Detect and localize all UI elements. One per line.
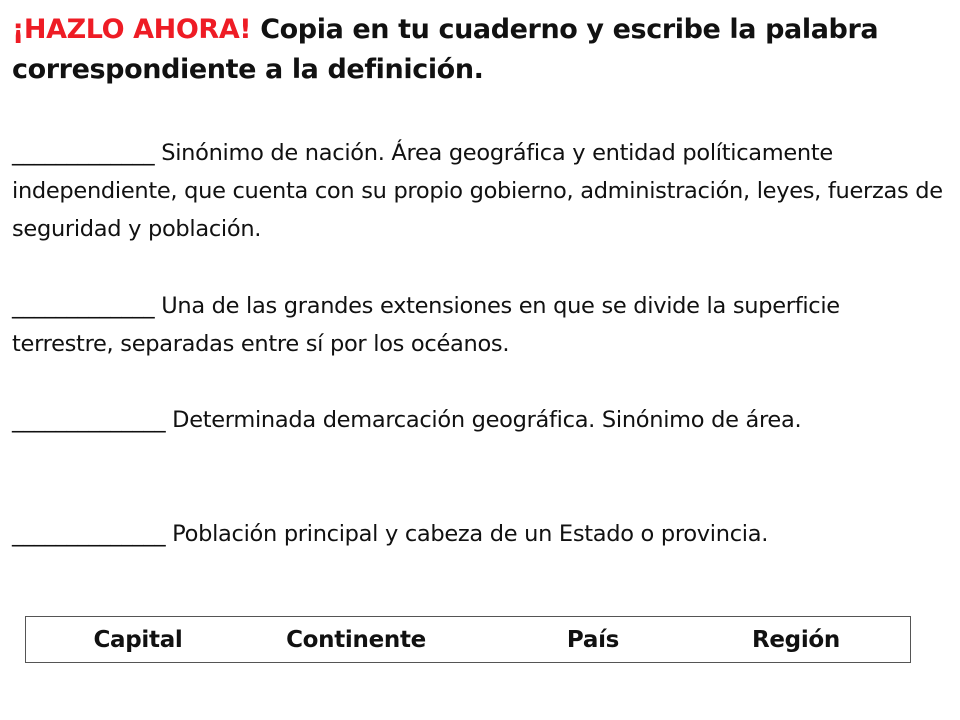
definition-item <box>12 287 947 363</box>
page-title <box>12 10 942 90</box>
definition-text: Una de las grandes extensiones en que se divide la superficie terrestre, separadas entre sí por los océanos. <box>12 293 840 357</box>
answer-blank: _____________ <box>12 293 155 319</box>
title-accent: ¡HAZLO AHORA! <box>12 14 252 45</box>
definition-item <box>12 401 947 439</box>
definition-text: Población principal y cabeza de un Estado o provincia. <box>165 521 769 547</box>
word-bank-item-region: Región <box>751 627 841 653</box>
definition-item <box>12 515 947 553</box>
answer-blank: ______________ <box>12 521 166 547</box>
word-bank-item-capital: Capital <box>93 627 183 653</box>
word-bank-box <box>25 616 911 663</box>
title-instruction: Copia en tu cuaderno y escribe la palabra correspondiente a la definición. <box>12 14 879 85</box>
word-bank-item-continente: Continente <box>286 627 426 653</box>
definition-text: Sinónimo de nación. Área geográfica y entidad políticamente independiente, que cuenta con su propio gobierno, administración, leyes, fuerzas de seguridad y población. <box>12 140 943 242</box>
word-bank-item-pais: País <box>566 627 620 653</box>
definition-text: Determinada demarcación geográfica. Sinónimo de área. <box>165 407 802 433</box>
answer-blank: _____________ <box>12 140 155 166</box>
definition-item <box>12 134 947 248</box>
answer-blank: ______________ <box>12 407 166 433</box>
